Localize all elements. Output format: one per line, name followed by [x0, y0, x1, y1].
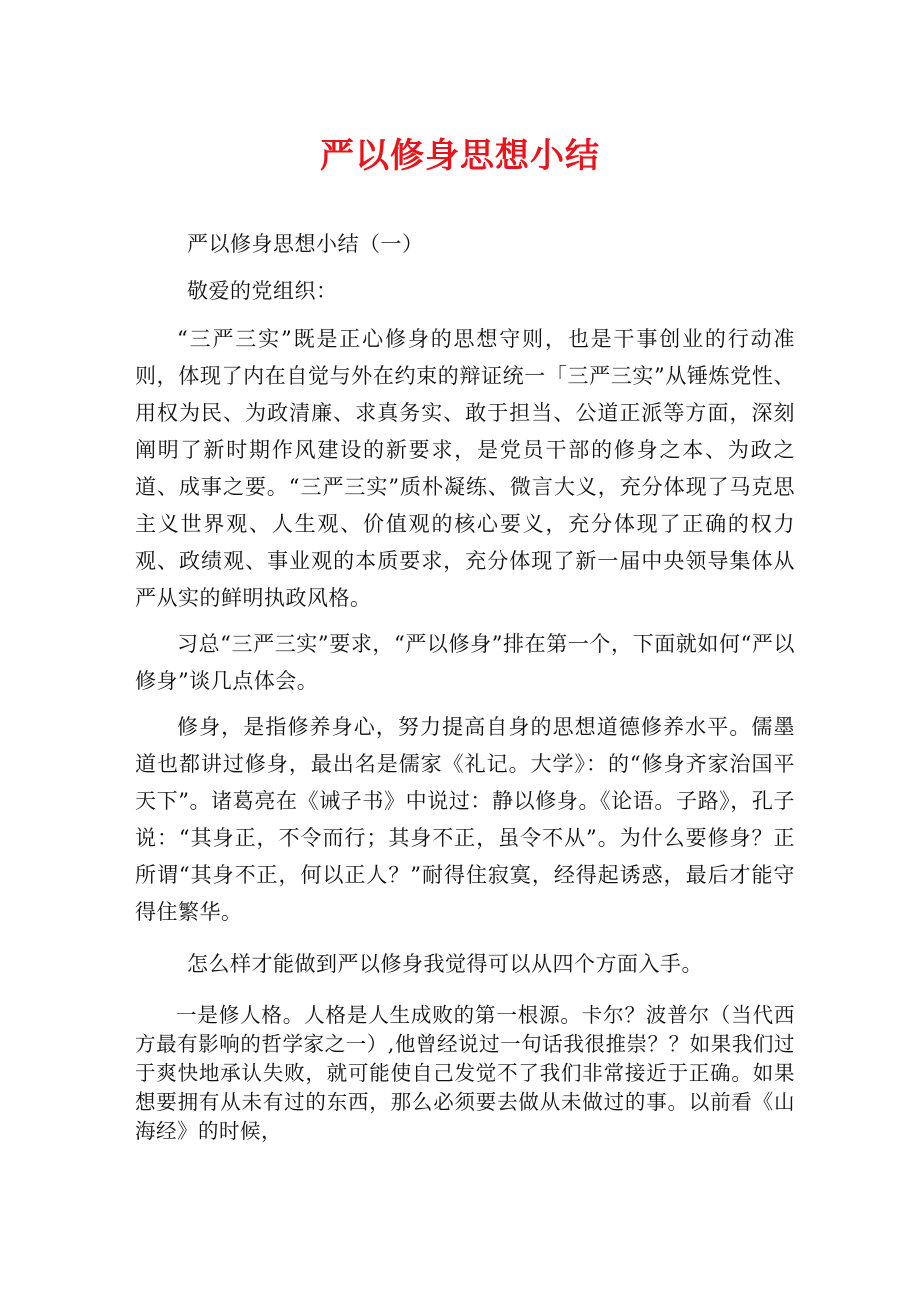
salutation: 敬爱的党组织： [187, 279, 338, 303]
document-subtitle: 严以修身思想小结（一） [187, 232, 424, 256]
document-body [135, 226, 795, 1146]
body-paragraph: “三严三实”既是正心修身的思想守则，也是干事创业的行动准则，体现了内在自觉与外在约束的辩证统一「三严三实”从锤炼党性、用权为民、为政清廉、求真务实、敢于担当、公道正派等方面，深刻阐明了新时期作风建设的新要求，是党员干部的修身之本、为政之道、成事之要。“三严三实”质朴凝练、微言大义，充分体现了马克思主义世界观、人生观、价值观的核心要义，充分体现了正确的权力观、政绩观、事业观的本质要求，充分体现了新一届中央领导集体从严从实的鲜明执政风格。 [135, 327, 795, 610]
document-title: 严以修身思想小结 [320, 136, 600, 176]
body-paragraph: 怎么样才能做到严以修身我觉得可以从四个方面入手。 [187, 952, 703, 976]
body-paragraph: 修身，是指修养身心，努力提高自身的思想道德修养水平。儒墨道也都讲过修身，最出名是儒家《礼记。大学》：的“修身齐家治国平天下”。诸葛亮在《诫子书》中说过：静以修身。《论语。子路》，孔子说：“其身正，不令而行；其身不正，虽令不从”。为什么要修身？正所谓“其身不正，何以正人？”耐得住寂寞，经得起诱惑，最后才能守得住繁华。 [135, 715, 795, 924]
body-paragraph: 习总“三严三实”要求，“严以修身”排在第一个，下面就如何“严以修身”谈几点体会。 [135, 632, 795, 693]
body-paragraph: 一是修人格。人格是人生成败的第一根源。卡尔？波普尔（当代西方最有影响的哲学家之一）,他曾经说过一句话我很推崇？？如果我们过于爽快地承认失败，就可能使自己发觉不了我们非常接近于正确。如果想要拥有从未有过的东西，那么必须要去做从未做过的事。以前看《山海经》的时候， [135, 1003, 795, 1143]
